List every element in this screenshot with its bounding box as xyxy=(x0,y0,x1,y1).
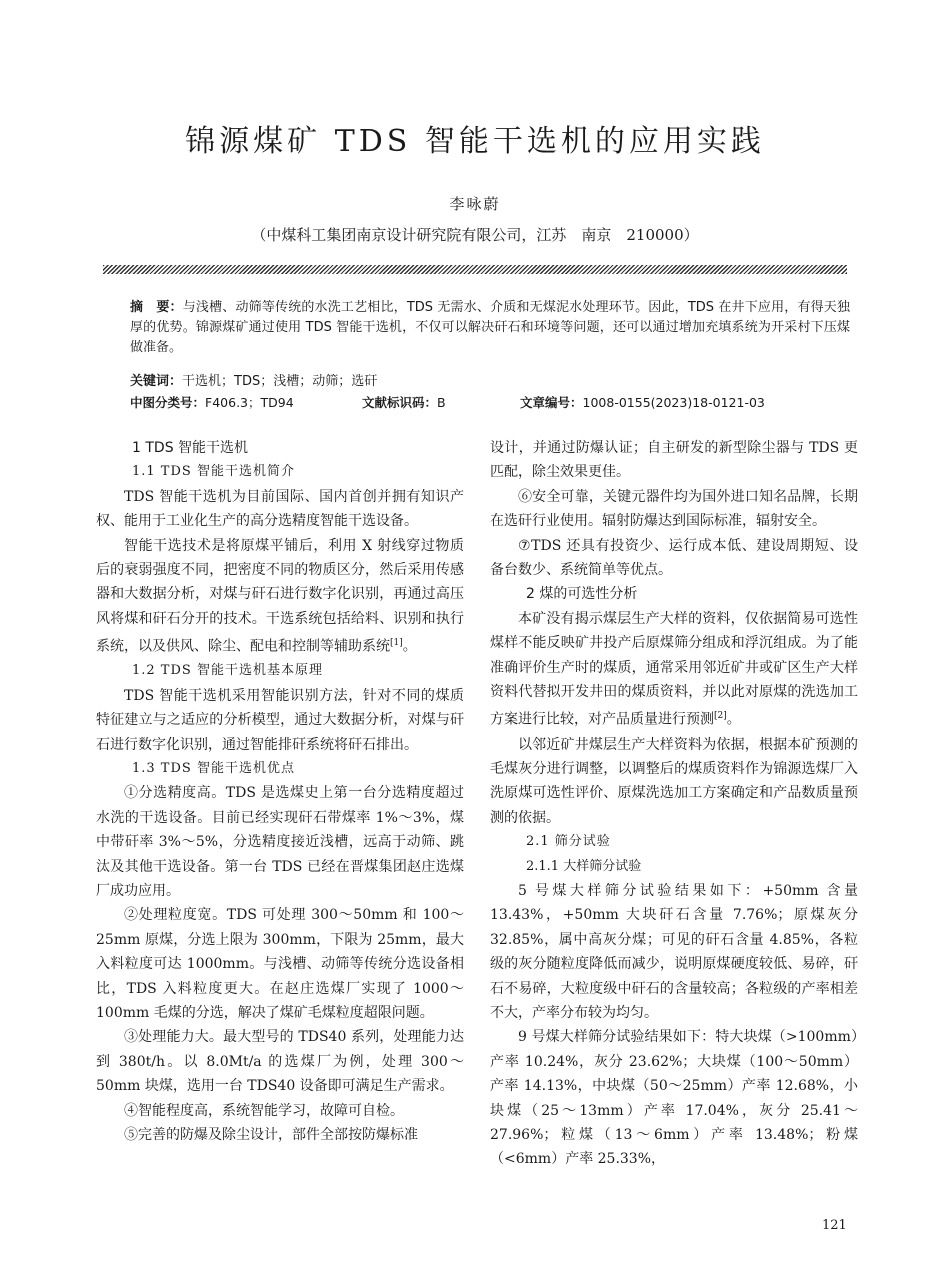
paragraph-text: 本矿没有揭示煤层生产大样的资料，仅依据简易可选性煤样不能反映矿井投产后原煤筛分组成和浮沉组成。为了能准确评价生产时的煤质，通常采用邻近矿井或矿区生产大样资料代替拟开发井田的煤质资料，并以此对原煤的洗选加工方案进行比较，对产品质量进行预测 xyxy=(490,610,858,729)
citation-ref: [1] xyxy=(390,638,403,649)
paragraph-text: 5 号煤大样筛分试验结果如下：+50mm 含量 13.43%，+50mm 大块矸石含量 7.76%；原煤灰分 32.85%，属中高灰分煤；可见的矸石含量 4.85%，各粒级的灰分随粒度降低而减少，说明原煤硬度较低、易碎，矸石不易碎，大粒度级中矸石的含量较高；各粒级的产率相差不大，产率分布较为均匀。 xyxy=(490,882,858,1021)
paragraph-tail: 。 xyxy=(726,712,741,729)
paragraph xyxy=(490,534,858,583)
paragraph-text: 1.1 TDS 智能干选机简介 xyxy=(132,464,295,480)
article-number: 文章编号：1008-0155(2023)18-0121-03 xyxy=(520,395,765,410)
paragraph-text: 1.3 TDS 智能干选机优点 xyxy=(132,760,295,776)
citation-ref: [2] xyxy=(714,711,727,722)
clc-code: 中图分类号：F406.3；TD94 xyxy=(130,395,294,410)
paragraph xyxy=(490,436,858,485)
paragraph-text: 以邻近矿井煤层生产大样资料为依据，根据本矿预测的毛煤灰分进行调整，以调整后的煤质资料作为锦源选煤厂入洗原煤可选性评价、原煤洗选加工方案确定和产品数质量预测的依据。 xyxy=(490,736,858,826)
paragraph xyxy=(96,485,464,534)
section-heading xyxy=(490,582,858,606)
paragraph-text: ④智能程度高，系统智能学习，故障可自检。 xyxy=(124,1102,404,1119)
paragraph xyxy=(96,684,464,757)
paragraph-text: ②处理粒度宽。TDS 可处理 300～50mm 和 100～25mm 原煤，分选上限为 300mm，下限为 25mm，最大入料粒度可达 1000mm。与浅槽、动筛等传统分选设备相比，TDS 入料粒度更大。在赵庄选煤厂实现了 1000～100mm 毛煤的分选，解决了煤矿毛煤粒度超限问题。 xyxy=(96,907,464,1021)
section-heading xyxy=(490,855,858,879)
paragraph-text: ①分选精度高。TDS 是选煤史上第一台分选精度超过水洗的干选设备。目前已经实现矸石带煤率 1%～3%，煤中带矸率 3%～5%，分选精度接近浅槽，远高于动筛、跳汰及其他干选设备。第一台 TDS 已经在晋煤集团赵庄选煤厂成功应用。 xyxy=(96,785,464,899)
abstract-text: 与浅槽、动筛等传统的水洗工艺相比，TDS 无需水、介质和无煤泥水处理环节。因此，TDS 在井下应用，有得天独厚的优势。锦源煤矿通过使用 TDS 智能干选机，不仅可以解决矸石和环境等问题，还可以通过增加充填系统为开采村下压煤做准备。 xyxy=(130,300,850,355)
paragraph-text: 9 号煤大样筛分试验结果如下：特大块煤（>100mm）产率 10.24%，灰分 23.62%；大块煤（100～50mm）产率 14.13%，中块煤（50～25mm）产率 12.68%，小块煤（25～13mm）产率 17.04%，灰分 25.41～27.96%；粒煤（13～6mm）产率 13.48%；粉煤（<6mm）产率 25.33%， xyxy=(490,1029,858,1168)
keywords-label: 关键词： xyxy=(130,374,183,389)
page-number: 121 xyxy=(822,1218,847,1233)
paragraph-text: 2.1.1 大样筛分试验 xyxy=(526,858,642,874)
paragraph-text: ⑥安全可靠，关键元器件均为国外进口知名品牌，长期在选矸行业使用。辐射防爆达到国际标准，辐射安全。 xyxy=(490,488,858,530)
paragraph xyxy=(490,485,858,534)
paragraph-text: 2.1 筛分试验 xyxy=(526,834,611,850)
paragraph xyxy=(96,1099,464,1123)
left-column xyxy=(96,436,464,1147)
paragraph-text: 智能干选技术是将原煤平铺后，利用 X 射线穿过物质后的衰弱强度不同，把密度不同的物质区分，然后采用传感器和大数据分析，对煤与矸石进行数字化识别，再通过高压风将煤和矸石分开的技术。干选系统包括给料、识别和执行系统，以及供风、除尘、配电和控制等辅助系统 xyxy=(96,537,464,655)
paragraph-text: TDS 智能干选机为目前国际、国内首创并拥有知识产权、能用于工业化生产的高分选精度智能干选设备。 xyxy=(96,488,464,530)
abstract xyxy=(130,298,850,358)
keywords-text: 干选机；TDS；浅槽；动筛；选矸 xyxy=(182,374,378,389)
page-title: 锦源煤矿 TDS 智能干选机的应用实践 xyxy=(185,124,765,159)
paragraph xyxy=(490,1025,858,1171)
paragraph xyxy=(490,733,858,831)
paragraph-text: ⑤完善的防爆及除尘设计，部件全部按防爆标准 xyxy=(124,1127,418,1144)
paragraph-text: 1.2 TDS 智能干选机基本原理 xyxy=(132,663,323,679)
paragraph-text: 设计，并通过防爆认证；自主研发的新型除尘器与 TDS 更匹配，除尘效果更佳。 xyxy=(490,440,858,481)
paragraph xyxy=(96,903,464,1025)
title-divider xyxy=(103,265,847,274)
affiliation: （中煤科工集团南京设计研究院有限公司，江苏 南京 210000） xyxy=(251,226,699,244)
paragraph xyxy=(96,1123,464,1147)
section-heading xyxy=(96,659,464,683)
paragraph-text: ③处理能力大。最大型号的 TDS40 系列，处理能力达到 380t/h。以 8.0Mt/a 的选煤厂为例，处理 300～50mm 块煤，选用一台 TDS40 设备即可满足生产需求。 xyxy=(96,1029,464,1095)
paragraph xyxy=(96,534,464,660)
paragraph xyxy=(490,879,858,1025)
paragraph-text: TDS 智能干选机采用智能识别方法，针对不同的煤质特征建立与之适应的分析模型，通过大数据分析，对煤与矸石进行数字化识别，通过智能排矸系统将矸石排出。 xyxy=(96,687,464,753)
section-heading xyxy=(490,830,858,854)
paragraph xyxy=(490,607,858,733)
paragraph xyxy=(96,1025,464,1098)
paragraph-text: 2 煤的可选性分析 xyxy=(526,586,638,603)
right-column xyxy=(490,436,858,1172)
paragraph xyxy=(96,781,464,903)
section-heading xyxy=(96,436,464,460)
section-heading xyxy=(96,757,464,781)
author: 李咏蔚 xyxy=(449,195,501,213)
keywords xyxy=(130,370,377,389)
paragraph-text: ⑦TDS 还具有投资少、运行成本低、建设周期短、设备台数少、系统简单等优点。 xyxy=(490,537,858,579)
section-heading xyxy=(96,460,464,484)
paragraph-tail: 。 xyxy=(402,638,417,655)
document-code: 文献标识码：B xyxy=(362,395,446,410)
abstract-label: 摘 要： xyxy=(130,300,183,315)
paragraph-text: 1 TDS 智能干选机 xyxy=(132,440,249,456)
